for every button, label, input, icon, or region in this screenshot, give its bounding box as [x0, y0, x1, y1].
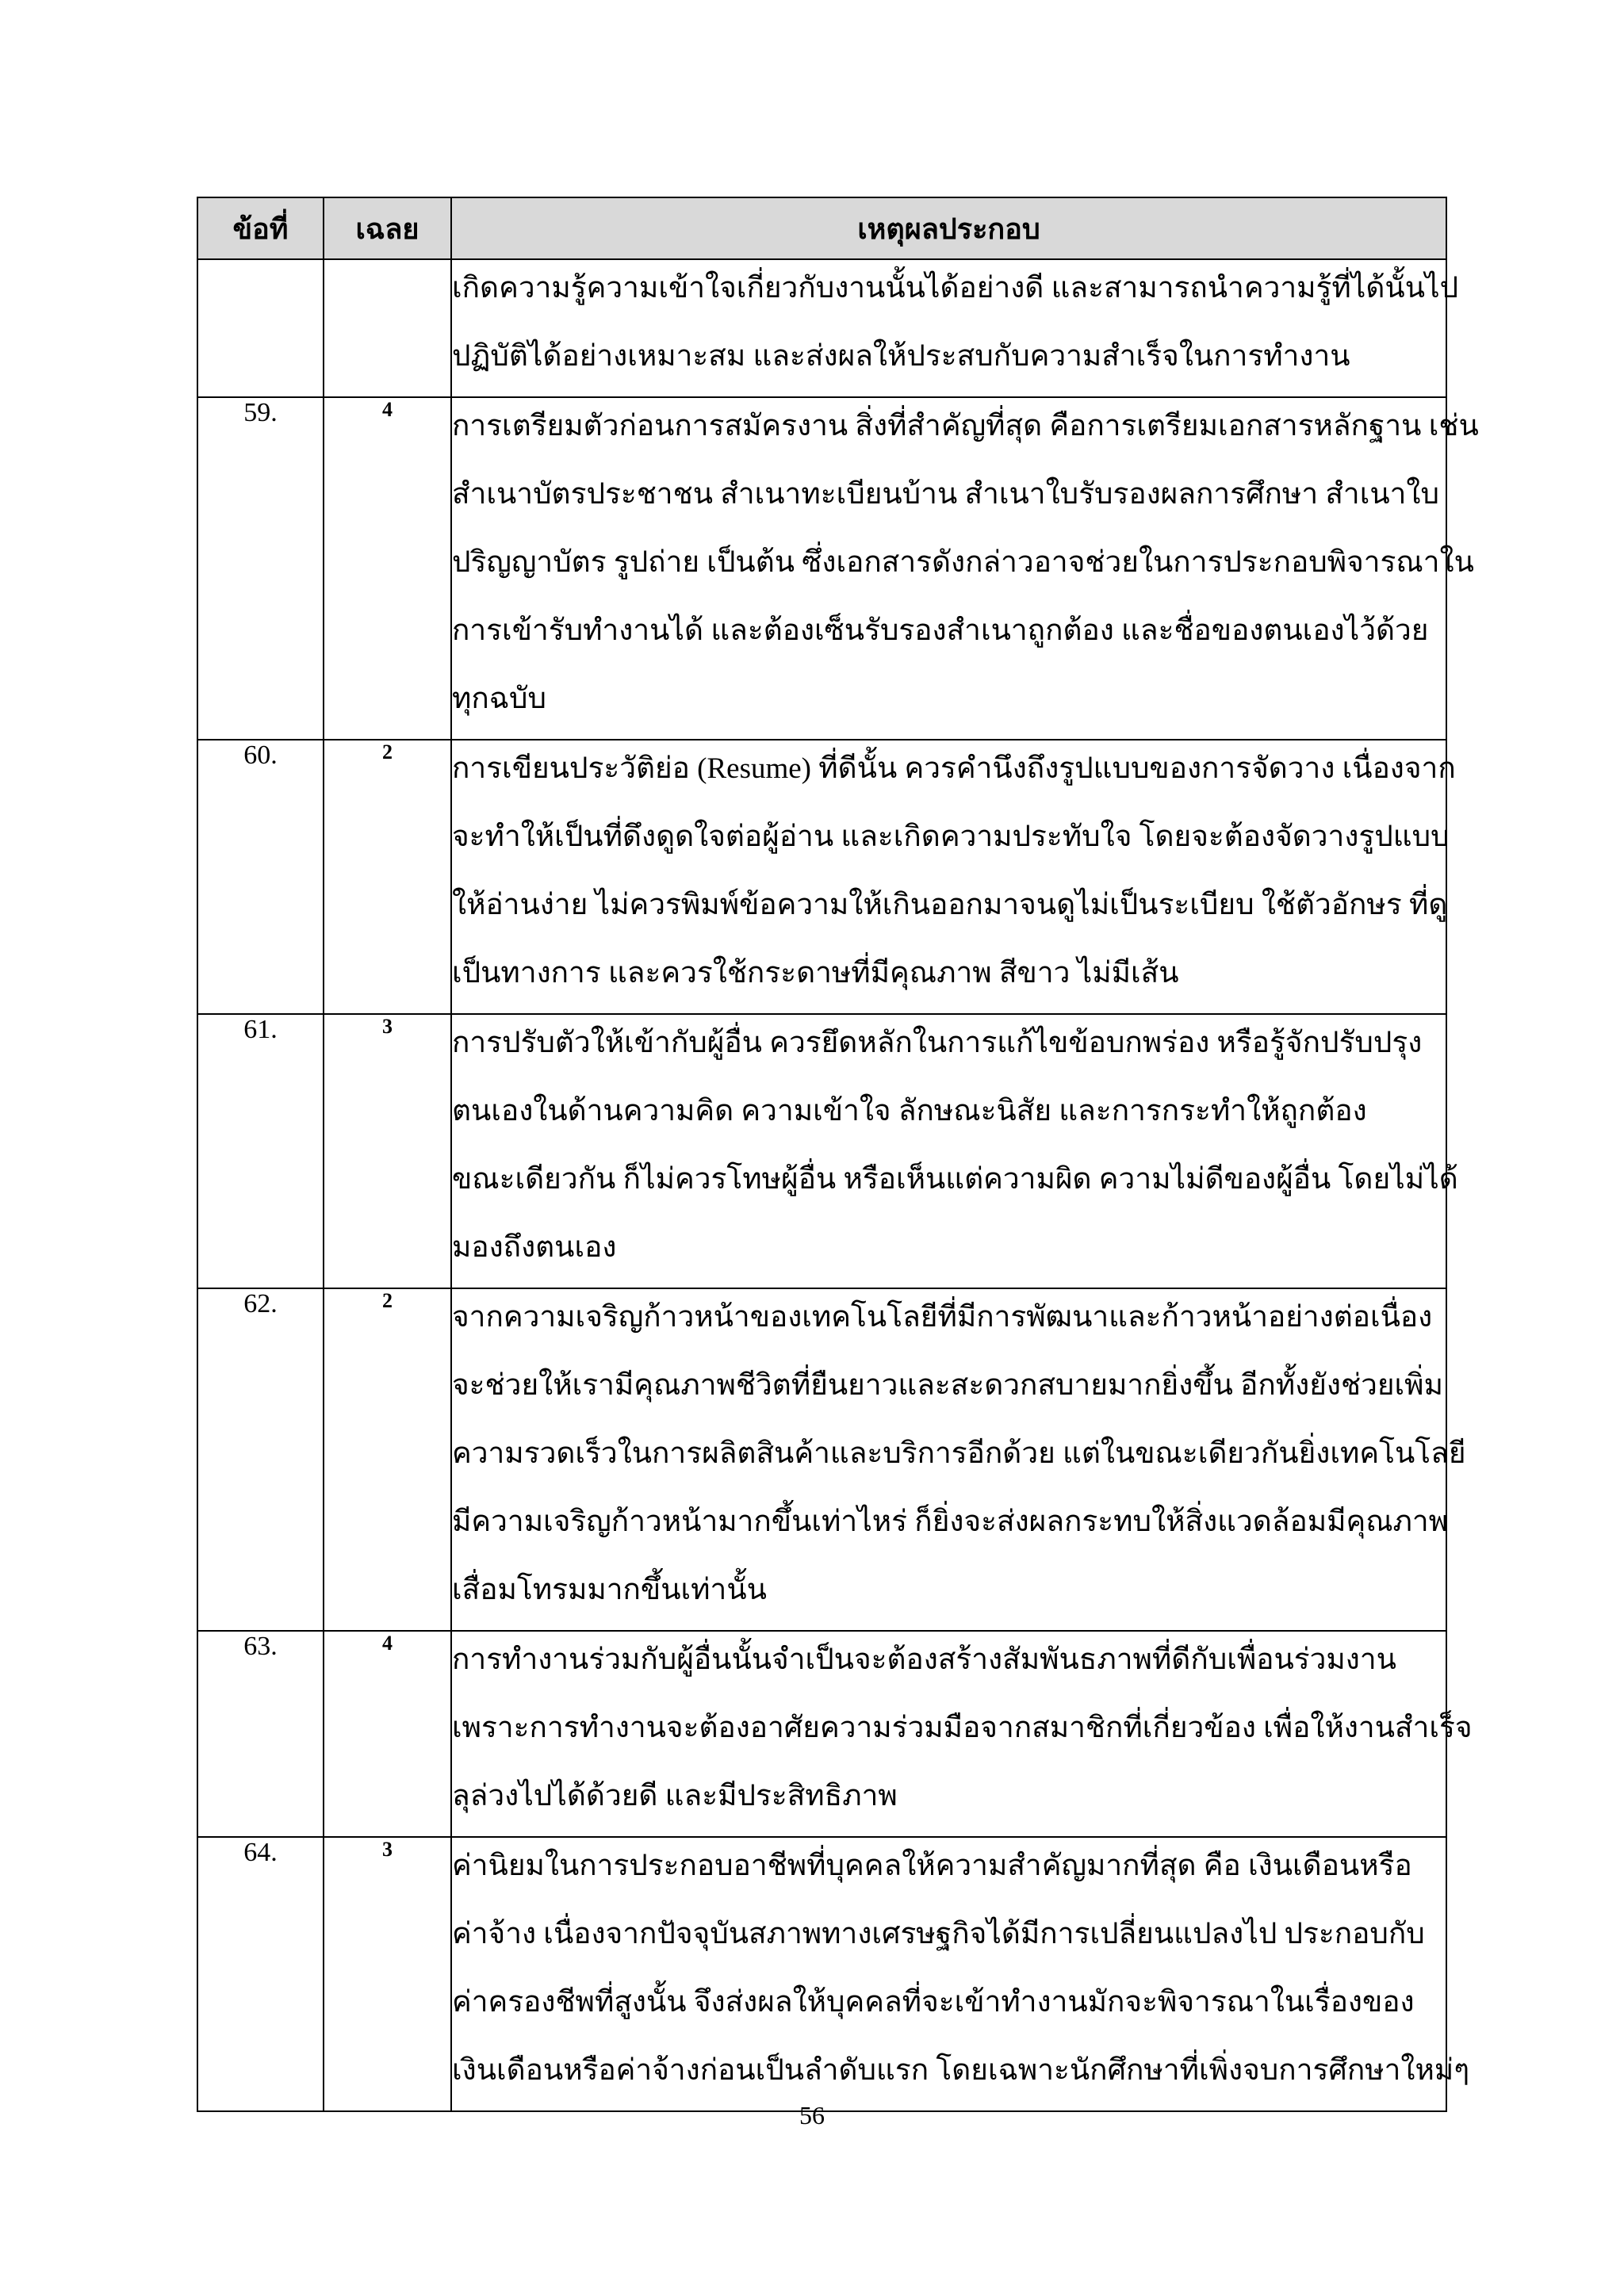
reason-line: การเข้ารับทำงานได้ และต้องเซ็นรับรองสำเนาถูกต้อง และชื่อของตนเองไว้ด้วย [452, 614, 1429, 647]
table-row [197, 259, 1446, 397]
reason-line: ค่าจ้าง เนื่องจากปัจจุบันสภาพทางเศรษฐกิจได้มีการเปลี่ยนแปลงไป ประกอบกับ [452, 1918, 1425, 1950]
table-header-row [197, 197, 1446, 259]
reason-text [451, 259, 1459, 397]
question-number: 59. [197, 397, 324, 740]
reason-line: เงินเดือนหรือค่าจ้างก่อนเป็นลำดับแรก โดยเฉพาะนักศึกษาที่เพิ่งจบการศึกษาใหม่ๆ [452, 2054, 1470, 2087]
reason-line: จะทำให้เป็นที่ดึงดูดใจต่อผู้อ่าน และเกิดความประทับใจ โดยจะต้องจัดวางรูปแบบ [452, 821, 1450, 853]
reason-line: ค่าครองชีพที่สูงนั้น จึงส่งผลให้บุคคลที่จะเข้าทำงานมักจะพิจารณาในเรื่องของ [452, 1986, 1415, 2019]
header-reason: เหตุผลประกอบ [451, 197, 1446, 259]
reason-line: เกิดความรู้ความเข้าใจเกี่ยวกับงานนั้นได้อย่างดี และสามารถนำความรู้ที่ได้นั้นไป [452, 272, 1459, 304]
reason-line: ความรวดเร็วในการผลิตสินค้าและบริการอีกด้วย แต่ในขณะเดียวกันยิ่งเทคโนโลยี [452, 1437, 1466, 1470]
table-row [197, 1631, 1446, 1837]
reason-line: ปริญญาบัตร รูปถ่าย เป็นต้น ซึ่งเอกสารดังกล่าวอาจช่วยในการประกอบพิจารณาใน [452, 546, 1474, 579]
answer-key-table [197, 197, 1479, 2112]
answer-key: 2 [324, 1288, 451, 1631]
header-answer: เฉลย [324, 197, 451, 259]
table-row [197, 1837, 1446, 2111]
reason-line: ตนเองในด้านความคิด ความเข้าใจ ลักษณะนิสัย และการกระทำให้ถูกต้อง [452, 1095, 1367, 1127]
question-number [197, 259, 324, 397]
reason-text [451, 397, 1479, 740]
answer-key: 4 [324, 397, 451, 740]
reason-line: การปรับตัวให้เข้ากับผู้อื่น ควรยึดหลักในการแก้ไขข้อบกพร่อง หรือรู้จักปรับปรุง [452, 1027, 1423, 1059]
table-row [197, 1288, 1446, 1631]
reason-line: สำเนาบัตรประชาชน สำเนาทะเบียนบ้าน สำเนาใบรับรองผลการศึกษา สำเนาใบ [452, 478, 1439, 511]
reason-text [451, 1288, 1466, 1631]
question-number: 63. [197, 1631, 324, 1837]
page-number: 56 [799, 2101, 825, 2130]
question-number: 64. [197, 1837, 324, 2111]
header-number: ข้อที่ [197, 197, 324, 259]
reason-line: จะช่วยให้เรามีคุณภาพชีวิตที่ยืนยาวและสะดวกสบายมากยิ่งขึ้น อีกทั้งยังช่วยเพิ่ม [452, 1369, 1443, 1402]
reason-line: เสื่อมโทรมมากขึ้นเท่านั้น [452, 1574, 767, 1606]
reason-line: ให้อ่านง่าย ไม่ควรพิมพ์ข้อความให้เกินออกมาจนดูไม่เป็นระเบียบ ใช้ตัวอักษร ที่ดู [452, 889, 1448, 921]
answer-key: 2 [324, 740, 451, 1014]
question-number: 62. [197, 1288, 324, 1631]
reason-line: การเตรียมตัวก่อนการสมัครงาน สิ่งที่สำคัญที่สุด คือการเตรียมเอกสารหลักฐาน เช่น [452, 410, 1479, 442]
question-number: 60. [197, 740, 324, 1014]
reason-text [451, 1837, 1470, 2111]
reason-line: ปฏิบัติได้อย่างเหมาะสม และส่งผลให้ประสบกับความสำเร็จในการทำงาน [452, 340, 1350, 373]
table-row [197, 740, 1446, 1014]
reason-line: มองถึงตนเอง [452, 1231, 617, 1264]
reason-line: มีความเจริญก้าวหน้ามากขึ้นเท่าไหร่ ก็ยิ่งจะส่งผลกระทบให้สิ่งแวดล้อมมีคุณภาพ [452, 1506, 1449, 1538]
reason-text [451, 740, 1456, 1014]
reason-line: การเขียนประวัติย่อ (Resume) ที่ดีนั้น ควรคำนึงถึงรูปแบบของการจัดวาง เนื่องจาก [452, 752, 1456, 785]
reason-text [451, 1014, 1458, 1288]
answer-key: 3 [324, 1014, 451, 1288]
table-body [197, 259, 1479, 2111]
table-row [197, 397, 1446, 740]
reason-line: เพราะการทำงานจะต้องอาศัยความร่วมมือจากสมาชิกที่เกี่ยวข้อง เพื่อให้งานสำเร็จ [452, 1712, 1473, 1744]
question-number: 61. [197, 1014, 324, 1288]
reason-line: การทำงานร่วมกับผู้อื่นนั้นจำเป็นจะต้องสร้างสัมพันธภาพที่ดีกับเพื่อนร่วมงาน [452, 1644, 1396, 1676]
reason-line: จากความเจริญก้าวหน้าของเทคโนโลยีที่มีการพัฒนาและก้าวหน้าอย่างต่อเนื่อง [452, 1301, 1433, 1334]
reason-text [451, 1631, 1473, 1837]
reason-line: ลุล่วงไปได้ด้วยดี และมีประสิทธิภาพ [452, 1780, 898, 1812]
answer-key: 3 [324, 1837, 451, 2111]
table-row [197, 1014, 1446, 1288]
reason-line: เป็นทางการ และควรใช้กระดาษที่มีคุณภาพ สีขาว ไม่มีเส้น [452, 957, 1179, 989]
reason-line: ค่านิยมในการประกอบอาชีพที่บุคคลให้ความสำคัญมากที่สุด คือ เงินเดือนหรือ [452, 1850, 1412, 1882]
reason-line: ทุกฉบับ [452, 683, 546, 715]
reason-line: ขณะเดียวกัน ก็ไม่ควรโทษผู้อื่น หรือเห็นแต่ความผิด ความไม่ดีของผู้อื่น โดยไม่ได้ [452, 1163, 1458, 1196]
answer-key [324, 259, 451, 397]
answer-key: 4 [324, 1631, 451, 1837]
